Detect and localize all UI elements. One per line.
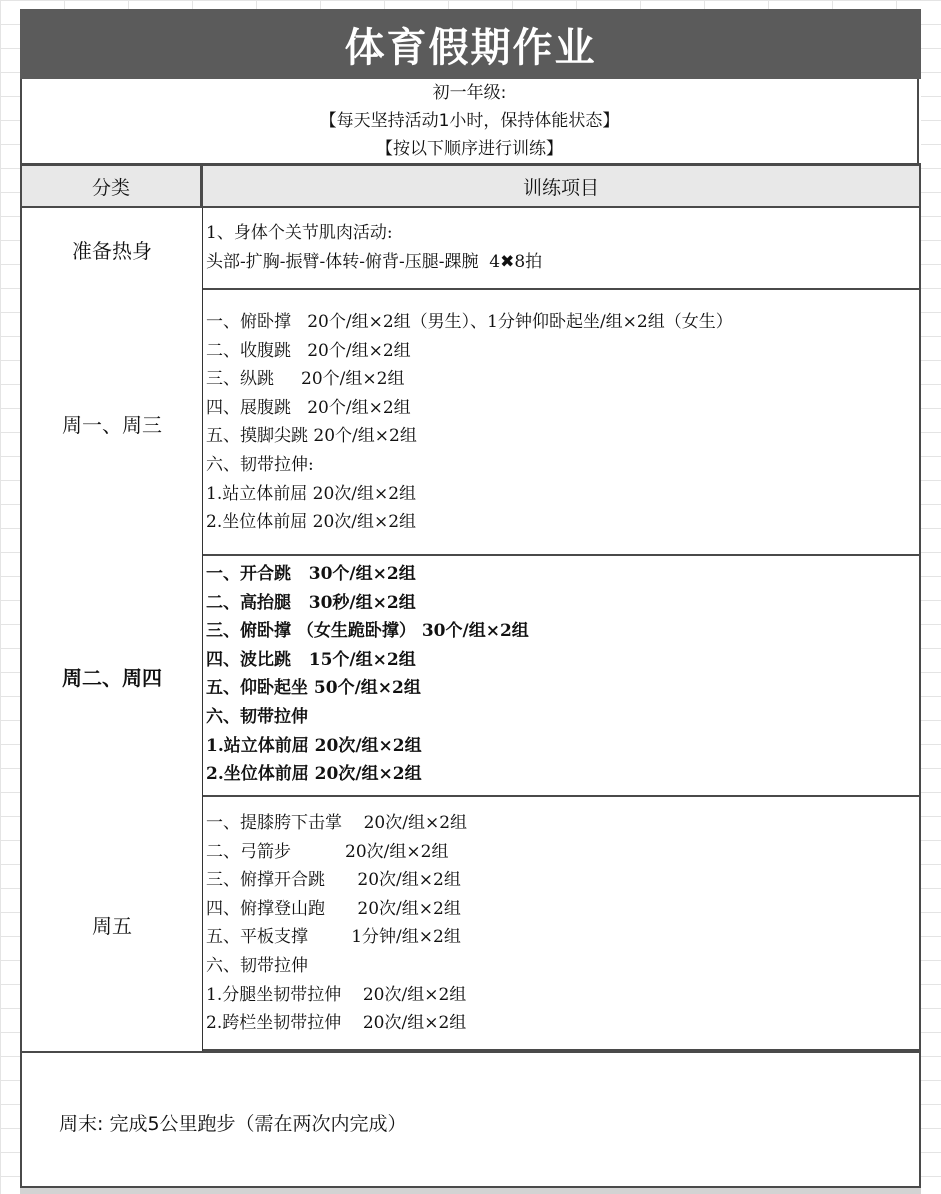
- item-line: 六、韧带拉伸: [206, 955, 308, 976]
- category-cell: 周二、周四: [20, 556, 203, 797]
- weekend-note: 周末: 完成5公里跑步（需在两次内完成）: [59, 1113, 407, 1135]
- category-cell: 周一、周三: [20, 290, 203, 556]
- item-line: 五、仰卧起坐 50个/组×2组: [206, 678, 421, 699]
- items-cell: [203, 290, 921, 556]
- item-line: 六、韧带拉伸:: [206, 454, 314, 475]
- items-cell: [203, 556, 921, 797]
- items-cell: [203, 797, 921, 1051]
- item-line: 二、收腹跳 20个/组×2组: [206, 340, 411, 361]
- item-line: 2.坐位体前屈 20次/组×2组: [206, 764, 422, 785]
- bottom-border: [20, 1186, 921, 1194]
- category-cell: 准备热身: [20, 208, 203, 290]
- item-line: 三、俯撑开合跳 20次/组×2组: [206, 870, 461, 891]
- item-line: 六、韧带拉伸: [206, 706, 308, 727]
- item-line: 一、提膝胯下击掌 20次/组×2组: [206, 813, 468, 833]
- note-daily: 【每天坚持活动1小时，保持体能状态】: [319, 111, 620, 131]
- header-items: 训练项目: [203, 163, 921, 208]
- note-order: 【按以下顺序进行训练】: [376, 139, 563, 159]
- item-line: 三、纵跳 20个/组×2组: [206, 369, 405, 390]
- table-row-warmup: [20, 208, 921, 290]
- item-line: 一、开合跳 30个/组×2组: [206, 564, 416, 584]
- worksheet: [20, 9, 921, 1194]
- item-line: 四、波比跳 15个/组×2组: [206, 649, 416, 670]
- item-line: 二、弓箭步 20次/组×2组: [206, 841, 449, 862]
- item-line: 1.站立体前屈 20次/组×2组: [206, 483, 417, 504]
- item-line: 二、高抬腿 30秒/组×2组: [206, 592, 416, 613]
- category-cell: 周五: [20, 797, 203, 1051]
- item-line: 2.跨栏坐韧带拉伸 20次/组×2组: [206, 1013, 467, 1034]
- items-cell: [203, 208, 921, 290]
- grade-label: 初一年级:: [432, 83, 507, 103]
- item-line: 1.分腿坐韧带拉伸 20次/组×2组: [206, 984, 467, 1005]
- item-line: 四、展腹跳 20个/组×2组: [206, 397, 411, 418]
- item-line: 头部-扩胸-振臂-体转-俯背-压腿-踝腕 4✖8拍: [206, 251, 543, 272]
- subtitle-block: [20, 79, 919, 163]
- table-row-tue-thu: [20, 556, 921, 797]
- item-line: 一、俯卧撑 20个/组×2组（男生）、1分钟仰卧起坐/组×2组（女生）: [206, 312, 733, 332]
- item-line: 四、俯撑登山跑 20次/组×2组: [206, 898, 461, 919]
- table-row-mon-wed: [20, 290, 921, 556]
- item-line: 1、身体个关节肌肉活动:: [206, 223, 393, 243]
- item-line: 五、平板支撑 1分钟/组×2组: [206, 927, 461, 948]
- table-row-fri: [20, 797, 921, 1051]
- page-title: 体育假期作业: [20, 9, 921, 79]
- item-line: 三、俯卧撑 （女生跪卧撑） 30个/组×2组: [206, 621, 529, 642]
- header-category: 分类: [20, 163, 203, 208]
- item-line: 2.坐位体前屈 20次/组×2组: [206, 512, 417, 533]
- item-line: 1.站立体前屈 20次/组×2组: [206, 735, 422, 756]
- weekend-note-cell: [20, 1051, 921, 1186]
- item-line: 五、摸脚尖跳 20个/组×2组: [206, 426, 417, 447]
